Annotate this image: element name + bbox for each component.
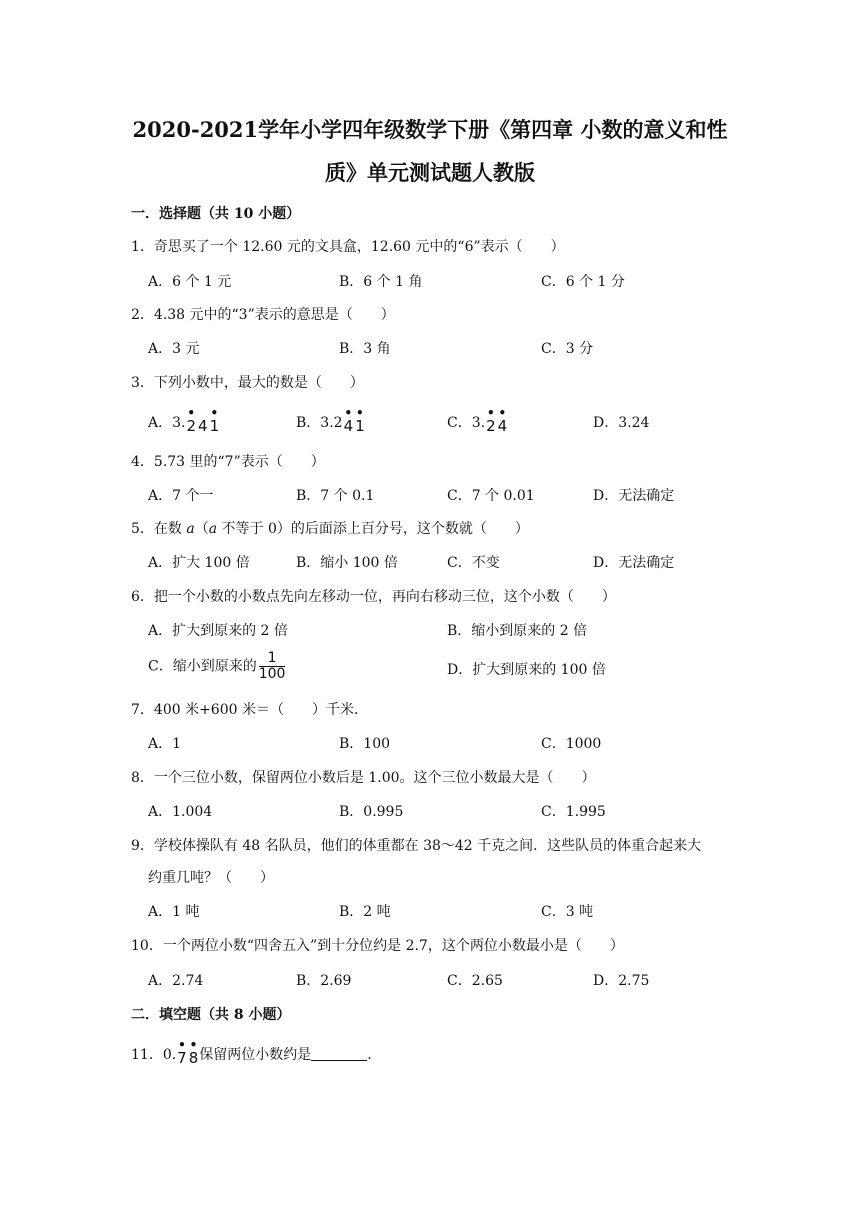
repeating-digit: • 4 — [497, 406, 508, 435]
q9-option-a: A．1 吨 — [148, 904, 200, 920]
question-11: 11．0. • 7 • 8保留两位小数约是 . — [131, 1038, 372, 1067]
digit: 4 — [198, 417, 208, 435]
q3-c-label: C．3. — [447, 415, 486, 431]
q1-option-b: B．6 个 1 角 — [339, 274, 423, 290]
q8-option-b: B．0.995 — [339, 804, 404, 820]
q3-option-c — [447, 406, 508, 435]
q3-option-a — [148, 406, 220, 435]
question-9-line1: 9．学校体操队有 48 名队员，他们的体重都在 38～42 千克之间．这些队员的体重合起来大 — [131, 838, 702, 854]
q4-option-b: B．7 个 0.1 — [296, 488, 375, 504]
fraction: $\frac{1}{100}$ — [258, 650, 286, 682]
section-heading-fill-in: 二．填空题（共 8 小题） — [131, 1007, 291, 1023]
q2-option-c: C．3 分 — [541, 341, 594, 357]
variable-a: a — [208, 521, 218, 537]
q5-option-a: A．扩大 100 倍 — [148, 555, 250, 571]
question-2: 2．4.38 元中的“3”表示的意思是（ ） — [131, 307, 395, 323]
repeating-digit: • 4 — [343, 406, 354, 435]
q9-option-c: C．3 吨 — [541, 904, 594, 920]
q10-option-a: A．2.74 — [148, 973, 204, 989]
question-1: 1．奇思买了一个 12.60 元的文具盒，12.60 元中的“6”表示（ ） — [131, 239, 565, 255]
repeating-digit: • 2 — [186, 406, 197, 435]
question-6: 6．把一个小数的小数点先向左移动一位，再向右移动三位，这个小数（ ） — [131, 589, 616, 605]
question-5: 5．在数 a（a 不等于 0）的后面添上百分号，这个数就（ ） — [131, 521, 529, 537]
q7-option-b: B．100 — [339, 736, 391, 752]
q3-option-b — [296, 406, 366, 435]
q10-option-b: B．2.69 — [296, 973, 352, 989]
q4-option-d: D．无法确定 — [593, 488, 675, 504]
q7-option-a: A．1 — [148, 736, 182, 752]
question-10: 10．一个两位小数“四舍五入”到十分位约是 2.7，这个两位小数最小是（ ） — [131, 938, 624, 954]
q6-option-d: D．扩大到原来的 100 倍 — [447, 662, 606, 678]
q6-option-c: C．缩小到原来的 $\frac{1}{100}$ — [148, 650, 286, 682]
repeating-digit: • 2 — [486, 406, 496, 435]
repeating-digit: • 1 — [355, 406, 365, 435]
q6-option-b: B．缩小到原来的 2 倍 — [447, 623, 588, 639]
q10-option-c: C．2.65 — [447, 973, 503, 989]
repeating-digit: • 8 — [188, 1038, 199, 1067]
q6-option-a: A．扩大到原来的 2 倍 — [148, 623, 288, 639]
repeating-digit: • 7 — [177, 1038, 187, 1067]
q3-option-d: D．3.24 — [593, 415, 650, 431]
q9-option-b: B．2 吨 — [339, 904, 391, 920]
question-7: 7．400 米+600 米＝（ ）千米． — [131, 702, 368, 718]
q8-option-a: A．1.004 — [148, 804, 213, 820]
q3-a-label: A．3. — [148, 415, 186, 431]
q1-option-a: A．6 个 1 元 — [148, 274, 232, 290]
q2-option-b: B．3 角 — [339, 341, 391, 357]
q4-option-c: C．7 个 0.01 — [447, 488, 535, 504]
repeating-digit: • 1 — [209, 406, 220, 435]
q5-option-c: C．不变 — [447, 555, 500, 571]
question-8: 8．一个三位小数，保留两位小数后是 1.00。这个三位小数最大是（ ） — [131, 770, 596, 786]
q5-option-b: B．缩小 100 倍 — [296, 555, 398, 571]
variable-a: a — [186, 521, 195, 537]
section-heading-choice: 一．选择题（共 10 小题） — [131, 206, 301, 222]
q1-option-c: C．6 个 1 分 — [541, 274, 625, 290]
question-9-line2: 约重几吨？（ ） — [148, 870, 274, 886]
q3-b-label: B．3.2 — [296, 415, 343, 431]
q4-option-a: A．7 个一 — [148, 488, 214, 504]
question-4: 4．5.73 里的“7”表示（ ） — [131, 454, 325, 470]
document-title-line1: 2020-2021学年小学四年级数学下册《第四章 小数的意义和性 — [132, 117, 728, 142]
q2-option-a: A．3 元 — [148, 341, 200, 357]
answer-blank[interactable] — [311, 1046, 367, 1061]
question-3: 3．下列小数中，最大的数是（ ） — [131, 375, 364, 391]
q5-option-d: D．无法确定 — [593, 555, 675, 571]
q10-option-d: D．2.75 — [593, 973, 650, 989]
document-title-line2: 质》单元测试题人教版 — [325, 160, 535, 185]
q8-option-c: C．1.995 — [541, 804, 606, 820]
q7-option-c: C．1000 — [541, 736, 602, 752]
